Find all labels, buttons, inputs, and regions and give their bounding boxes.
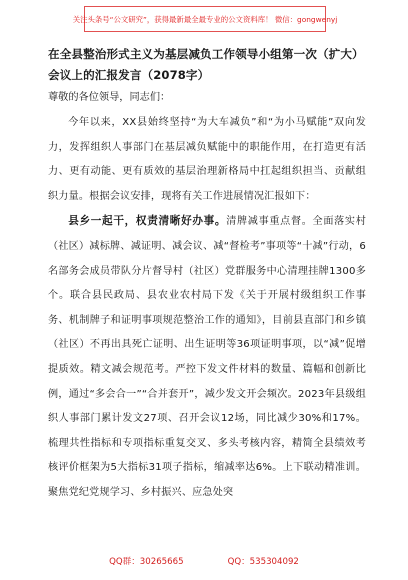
footer-qq-group: QQ群：30265665 xyxy=(109,557,184,567)
banner-text: 关注头条号“公文研究”，获得最新最全最专业的公文资料库！ 微信：gongwenyj xyxy=(72,14,338,24)
paragraph-text: 清牌减事重点督。全面落实村（社区）减标牌、减证明、减会议、减“督检考”事项等“十减”行动，6名部务会成员带队分片督导村（社区）党群服务中心清理挂牌1300多个。联合县民政局、县农业农村局下发《关于开展村级组织工作事务、机制牌子和证明事项规范整治工作的通知》，目前县直部门和乡镇（社区）不再出具死亡证明、出生证明等36项证明事项，以“减”促增提质效。精文减会规范考。严控下发文件材料的数量、篇幅和创新比例，通过“多会合一”“合并套开”，减少发文开会频次。2023年县级组织人事部门累计发文27项、召开会议12场，同比减少30%和17%。梳理共性指标和专项指标重复交叉、多头考核内容，精简全县绩效考核评价框架为5大指标31项子指标，缩减率达6%。上下联动精准训。聚焦党纪党规学习、乡村振兴、应急处突 xyxy=(48,216,366,498)
footer-qq: QQ：535304092 xyxy=(227,557,299,567)
greeting: 尊敬的各位领导，同志们： xyxy=(48,92,171,103)
document-body xyxy=(48,44,366,506)
paragraph-text: 今年以来，XX县始终坚持“为大车减负”和“为小马赋能”双向发力，发挥组织人事部门在基层减负赋能中的职能作用，在打造更有活力、更有动能、更有质效的基层治理新格局中扛起组织担当、贡献组织力量。根据会议安排，现将有关工作进展情况汇报如下： xyxy=(48,117,366,202)
paragraph-section-1 xyxy=(48,209,366,505)
paragraph-intro xyxy=(48,111,366,209)
document-title: 在全县整治形式主义为基层减负工作领导小组第一次（扩大）会议上的汇报发言（2078字） xyxy=(48,47,364,82)
section-heading: 县乡一起干，权责清晰好办事。 xyxy=(68,215,227,228)
footer-contacts xyxy=(0,555,408,567)
top-banner xyxy=(72,6,338,32)
